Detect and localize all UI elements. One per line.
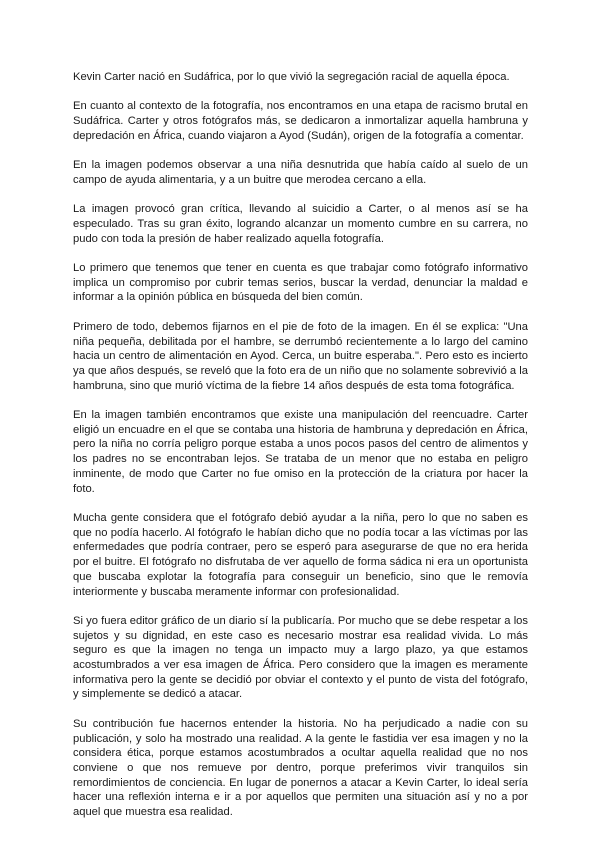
paragraph-context: En cuanto al contexto de la fotografía, nos encontramos en una etapa de racismo brutal en Sudáfrica. Carter y otros fotógrafos más, se dedicaron a inmortalizar aquella hambruna y depredación en África, cuando viajaron a Ayod (Sudán), origen de la fotografía a comentar.: [73, 100, 528, 142]
document-page: [73, 70, 528, 834]
paragraph-description: En la imagen podemos observar a una niña desnutrida que había caído al suelo de un campo de ayuda alimentaria, y a un buitre que merodea cercano a ella.: [73, 159, 528, 186]
paragraph-public-opinion: Mucha gente considera que el fotógrafo debió ayudar a la niña, pero lo que no saben es que no podía hacerlo. Al fotógrafo le habían dicho que no podía tocar a las víctimas por las enfermedades que podría contraer, pero se esperó para asegurarse de que no era herida por el buitre. El fotógrafo no disfrutaba de ver aquello de forma sádica ni era un oportunista que buscaba explotar la fotografía para conseguir un beneficio, sino que le removía interiormente y buscaba meramente informar con profesionalidad.: [73, 511, 528, 598]
paragraph-conclusion: Su contribución fue hacernos entender la historia. No ha perjudicado a nadie con su publicación, y solo ha mostrado una realidad. A la gente le fastidia ver esa imagen y no la considera ética, porque estamos acostumbrados a ocultar aquella realidad que no nos conviene o que nos remueve por dentro, porque preferimos vivir tranquilos sin remordimientos de conciencia. En lugar de ponernos a atacar a Kevin Carter, lo ideal sería hacer una reflexión interna e ir a por aquellos que permiten una situación así y no a por aquel que muestra esa realidad.: [73, 717, 528, 819]
paragraph-photojournalism: Lo primero que tenemos que tener en cuenta es que trabajar como fotógrafo informativo implica un compromiso por cubrir temas serios, buscar la verdad, denunciar la maldad e informar a la opinión pública en búsqueda del bien común.: [73, 262, 528, 304]
paragraph-caption: Primero de todo, debemos fijarnos en el pie de foto de la imagen. En él se explica: "Una niña pequeña, debilitada por el hambre, se derrumbó recientemente a lo largo del camino hacia un centro de alimentación en Ayod. Cerca, un buitre esperaba.". Pero esto es incierto ya que años después, se reveló que la foto era de un niño que no solamente sobrevivió a la hambruna, sino que murió víctima de la fiebre 14 años después de esta toma fotográfica.: [73, 320, 528, 392]
paragraph-criticism: La imagen provocó gran crítica, llevando al suicidio a Carter, o al menos así se ha especulado. Tras su gran éxito, logrando alcanzar un momento cumbre en su carrera, no pudo con toda la presión de haber realizado aquella fotografía.: [73, 203, 528, 245]
paragraph-reframing: En la imagen también encontramos que existe una manipulación del reencuadre. Carter eligió un encuadre en el que se contaba una historia de hambruna y depredación en África, pero la niña no corría peligro porque estaba a unos pocos pasos del centro de alimentos y los padres no se encontraban lejos. Se trataba de un menor que no estaba en peligro inminente, de modo que Carter no fue omiso en la protección de la criatura por hacer la foto.: [73, 409, 528, 495]
paragraph-intro: Kevin Carter nació en Sudáfrica, por lo que vivió la segregación racial de aquella época.: [73, 71, 510, 83]
paragraph-editor-opinion: Si yo fuera editor gráfico de un diario sí la publicaría. Por mucho que se debe respetar a los sujetos y su dignidad, en este caso es necesario mostrar esa realidad vivida. Lo más seguro es que la imagen no tenga un impacto muy a largo plazo, ya que estamos acostumbrados a ver esa imagen de África. Pero considero que la imagen es meramente informativa pero la gente se decidió por obviar el contexto y el punto de vista del fotógrafo, y simplemente se dedicó a atacar.: [73, 614, 528, 701]
